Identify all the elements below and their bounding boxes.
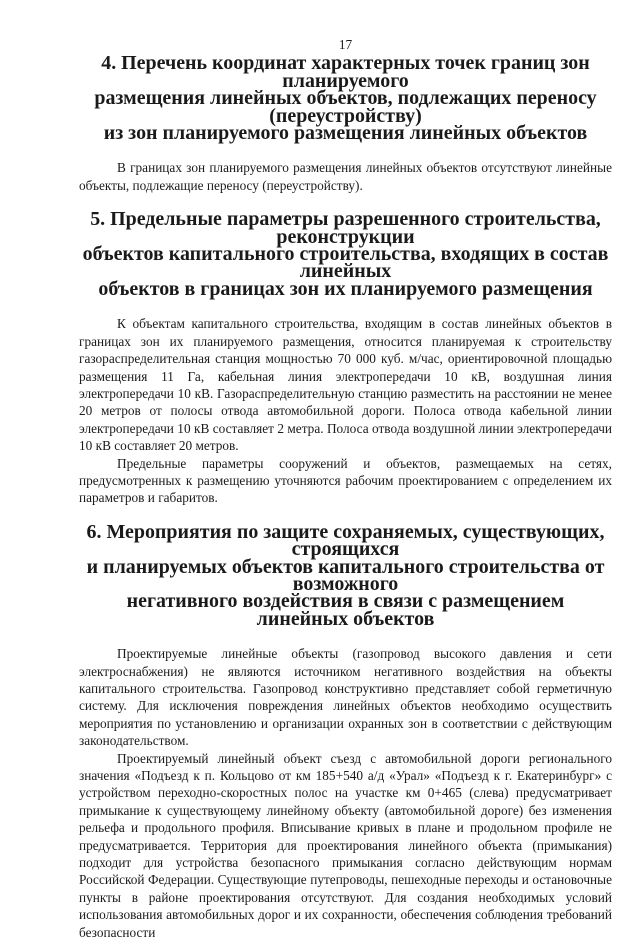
heading-line: 4. Перечень координат характерных точек границ зон планируемого: [101, 52, 590, 92]
paragraph: Проектируемые линейные объекты (газопровод высокого давления и сети электроснабжения) не являются источником негативного воздействия на объекты капитального строительства. Газопровод конструктивно представляет собой герметичную систему. Для исключения повреждения линейных объектов необходимо осуществить мероприятия по установлению и организации охранных зон в соответствии с действующим законодательством.: [79, 646, 612, 749]
heading-line: объектов в границах зон их планируемого размещения: [98, 277, 593, 300]
section-heading-6: [79, 520, 612, 630]
heading-line: 6. Мероприятия по защите сохраняемых, существующих, строящихся: [86, 520, 605, 561]
paragraph: Предельные параметры сооружений и объектов, размещаемых на сетях, предусмотренных к размещению уточняются рабочим проектированием с определением их параметров и габаритов.: [79, 455, 612, 506]
section-heading-4: [79, 52, 612, 145]
heading-line: 5. Предельные параметры разрешенного строительства, реконструкции: [90, 208, 601, 248]
heading-line: и планируемых объектов капитального строительства от возможного: [86, 555, 605, 595]
paragraph: В границах зон планируемого размещения линейных объектов отсутствуют линейные объекты, подлежащие переносу (переустройству).: [79, 160, 612, 193]
heading-line: объектов капитального строительства, входящих в состав линейных: [82, 243, 609, 283]
heading-line: размещения линейных объектов, подлежащих переносу (переустройству): [94, 87, 597, 127]
heading-line: негативного воздействия в связи с размещением линейных объектов: [126, 590, 565, 630]
paragraph: Проектируемый линейный объект съезд с автомобильной дороги регионального значения «Подъезд к п. Кольцово от км 185+540 а/д «Урал» «Подъезд к г. Екатеринбург» с устройством переходно-скоростных полос на участке км 0+465 (слева) предусматривает примыкание к существующему линейному объекту (автомобильной дороге) без изменения рельефа и продольного профиля. Вписывание кривых в плане и продольном профиле не предусматривается. Территория для проектирования линейного объекта (примыкания) подходит для устройства безопасного примыкания согласно действующим нормам Российской Федерации. Существующие путепроводы, пешеходные переходы и остановочные пункты в районе проектирования отсутствуют. Для создания необходимых условий использования автомобильных дорог и их сохранности, обеспечения соблюдения требований безопасности: [79, 750, 612, 940]
heading-line: из зон планируемого размещения линейных объектов: [103, 122, 588, 145]
paragraph: К объектам капитального строительства, входящим в состав линейных объектов в границах зон их планируемого размещения, относится планируемая к строительству газораспределительная станция мощностью 70 000 куб. м/час, ориентировочной площадью размещения 11 Га, кабельная линия электропередачи 10 кВ, воздушная линия электропередачи 10 кВ. Газораспределительную станцию разместить на расстоянии не менее 20 метров от полосы отвода автомобильной дороги. Полоса отвода кабельной линии электропередачи 10 кВ составляет 2 метра. Полоса отвода воздушной линии электропередачи 10 кВ составляет 20 метров.: [79, 316, 612, 454]
section-heading-5: [79, 208, 612, 300]
page-number: 17: [338, 37, 353, 52]
